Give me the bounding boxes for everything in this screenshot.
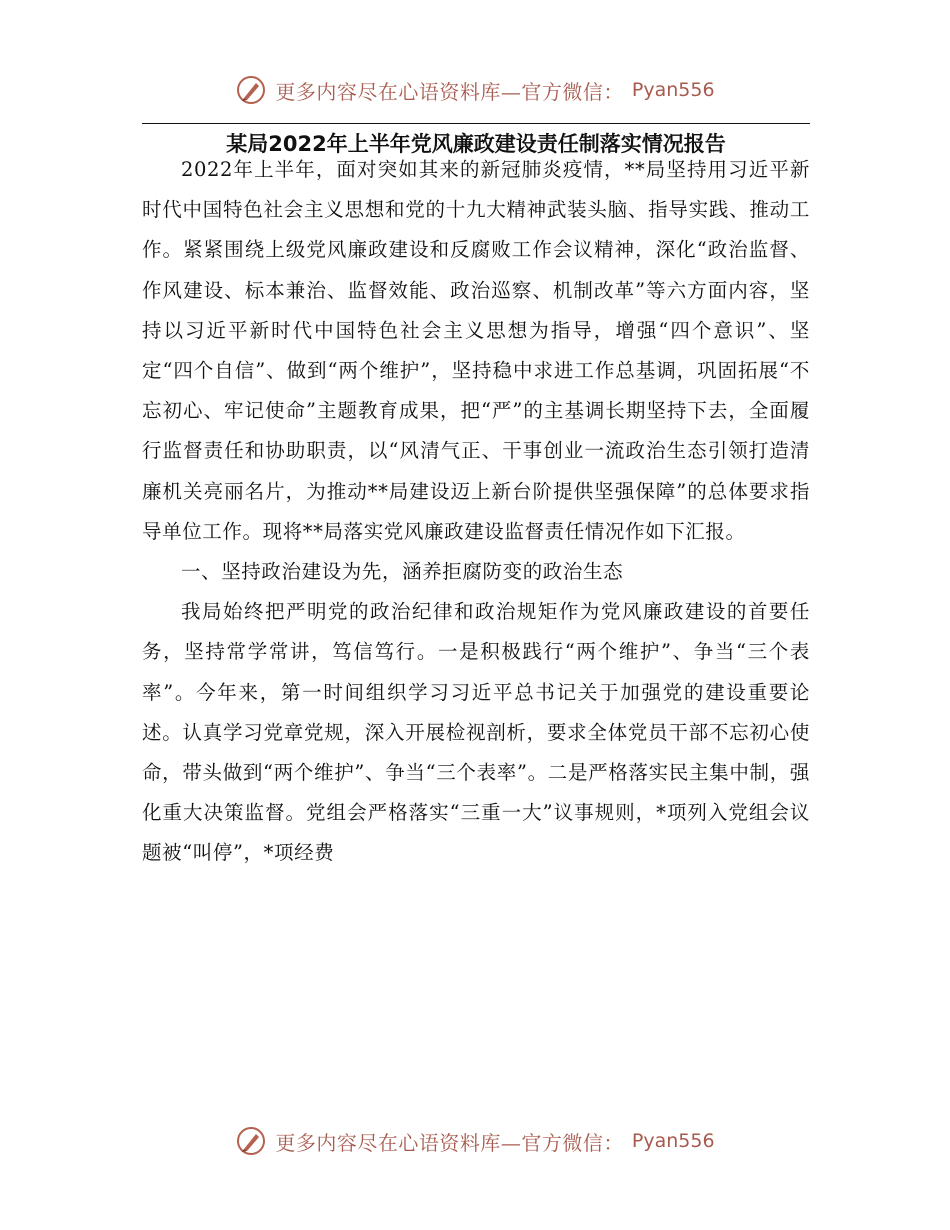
section-heading: 一、坚持政治建设为先，涵养拒腐防变的政治生态 [181, 560, 624, 584]
paragraph: 我局始终把严明党的政治纪律和政治规矩作为党风廉政建设的首要任务，坚持常学常讲，笃信笃行。一是积极践行“两个维护”、争当“三个表率”。今年来，第一时间组织学习习近平总书记关于加强党的建设重要论述。认真学习党章党规，深入开展检视剖析，要求全体党员干部不忘初心使命，带头做到“两个维护”、争当“三个表率”。二是严格落实民主集中制，强化重大决策监督。党组会严格落实“三重一大”议事规则，*项列入党组会议题被“叫停”，*项经费 [142, 600, 810, 865]
document-body [142, 150, 810, 874]
banner-wechat-id: Pyan556 [631, 1130, 715, 1152]
banner-text: 更多内容尽在心语资料库—官方微信： [275, 1130, 624, 1155]
pen-logo-icon [235, 1125, 267, 1157]
paragraph: 2022年上半年，面对突如其来的新冠肺炎疫情，**局坚持用习近平新时代中国特色社会主义思想和党的十九大精神武装头脑、指导实践、推动工作。紧紧围绕上级党风廉政建设和反腐败工作会议精神，深化“政治监督、作风建设、标本兼治、监督效能、政治巡察、机制改革”等六方面内容，坚持以习近平新时代中国特色社会主义思想为指导，增强“四个意识”、坚定“四个自信”、做到“两个维护”，坚持稳中求进工作总基调，巩固拓展“不忘初心、牢记使命”主题教育成果，把“严”的主基调长期坚持下去，全面履行监督责任和协助职责，以“风清气正、干事创业一流政治生态引领打造清廉机关亮丽名片，为推动**局建设迈上新台阶提供坚强保障”的总体要求指导单位工作。现将**局落实党风廉政建设监督责任情况作如下汇报。 [142, 158, 810, 543]
banner-text: 更多内容尽在心语资料库—官方微信： [275, 79, 624, 104]
banner-wechat-id: Pyan556 [631, 79, 715, 101]
header-rule [142, 123, 810, 124]
footer-watermark-banner [0, 1119, 950, 1163]
header-watermark-banner [0, 68, 950, 112]
document-title: 某局2022年上半年党风廉政建设责任制落实情况报告 [226, 132, 726, 156]
pen-logo-icon [235, 74, 267, 106]
